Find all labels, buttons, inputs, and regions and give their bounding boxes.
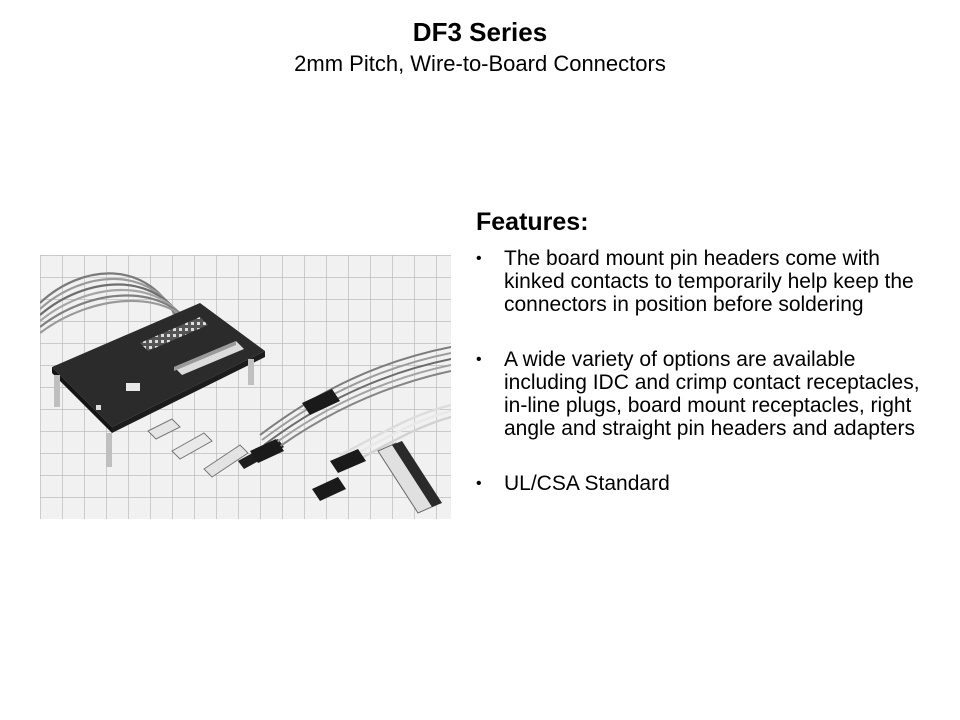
- feature-item: [476, 472, 936, 495]
- bullet-marker: •: [476, 351, 482, 368]
- features-list: [476, 247, 936, 527]
- feature-text: UL/CSA Standard: [504, 472, 670, 495]
- feature-text: The board mount pin headers come with kinked contacts to temporarily help keep the connectors in position before soldering: [504, 247, 914, 316]
- feature-text: A wide variety of options are available including IDC and crimp contact receptacles, in-line plugs, board mount receptacles, right angle and straight pin headers and adapters: [504, 348, 920, 440]
- product-photo: [40, 255, 451, 519]
- features-heading: Features:: [476, 208, 589, 236]
- feature-item: [476, 348, 936, 440]
- slide-title: DF3 Series: [412, 17, 548, 47]
- slide-subtitle: 2mm Pitch, Wire-to-Board Connectors: [294, 51, 666, 76]
- bullet-marker: •: [476, 475, 482, 492]
- bullet-marker: •: [476, 250, 482, 267]
- feature-item: [476, 247, 936, 316]
